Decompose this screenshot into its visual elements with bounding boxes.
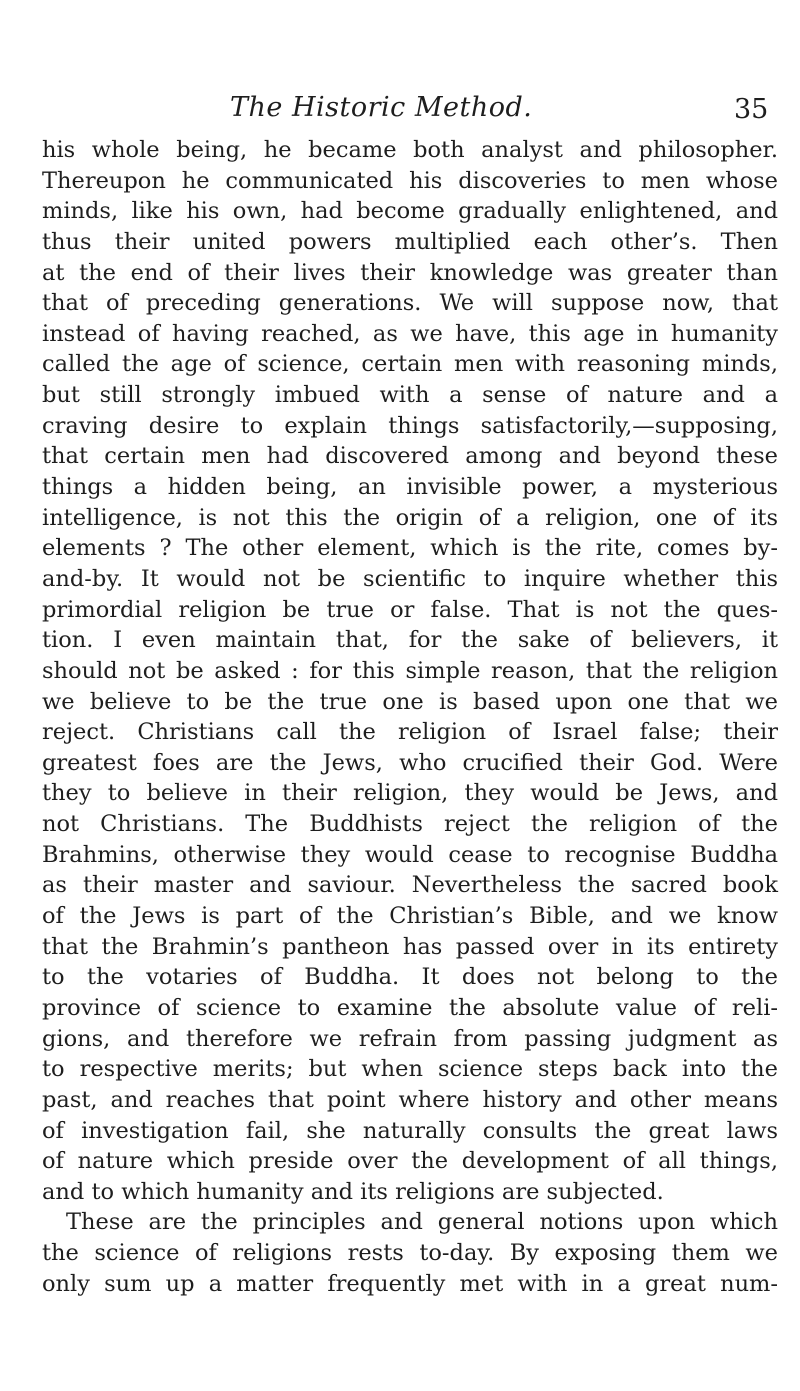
text-line: craving desire to explain things satisfactorily,—supposing, (42, 412, 778, 439)
text-line: his whole being, he became both analyst and philosopher. (42, 137, 778, 163)
text-line: the science of religions rests to-day. By exposing them we (42, 1240, 778, 1267)
text-line: of the Jews is part of the Christian’s Bible, and we know (42, 903, 778, 930)
text-line: instead of having reached, as we have, this age in humanity (42, 320, 778, 347)
text-line: and to which humanity and its religions are subjected. (42, 1178, 664, 1205)
text-line: of nature which preside over the development of all things, (42, 1148, 778, 1175)
text-line: primordial religion be true or false. That is not the ques- (42, 596, 778, 623)
text-line: of investigation fail, she naturally consults the great laws (42, 1117, 778, 1144)
text-line: thus their united powers multiplied each other’s. Then (42, 228, 778, 255)
text-line: only sum up a matter frequently met with in a great num- (42, 1270, 778, 1297)
text-line: at the end of their lives their knowledge was greater than (42, 259, 778, 286)
text-line: not Christians. The Buddhists reject the religion of the (42, 811, 778, 838)
text-line: elements ? The other element, which is the rite, comes by- (42, 535, 778, 562)
text-line: province of science to examine the absolute value of reli- (42, 994, 778, 1021)
text-line: that certain men had discovered among and beyond these (42, 443, 778, 470)
text-line: we believe to be the true one is based upon one that we (42, 688, 778, 715)
text-line: intelligence, is not this the origin of a religion, one of its (42, 504, 778, 531)
text-line: Brahmins, otherwise they would cease to recognise Buddha (42, 841, 778, 868)
text-line: to the votaries of Buddha. It does not belong to the (42, 964, 778, 991)
page-number: 35 (734, 94, 769, 125)
text-line: minds, like his own, had become gradually enlightened, and (42, 198, 778, 225)
text-line: things a hidden being, an invisible power, a mysterious (42, 474, 778, 501)
text-line: should not be asked : for this simple reason, that the religion (42, 657, 778, 684)
text-line: and-by. It would not be scientific to inquire whether this (42, 565, 778, 592)
text-line: but still strongly imbued with a sense of nature and a (42, 382, 778, 409)
text-line: that of preceding generations. We will suppose now, that (42, 290, 778, 317)
text-line: to respective merits; but when science steps back into the (42, 1056, 778, 1083)
text-line: reject. Christians call the religion of Israel false; their (42, 719, 778, 746)
text-line: as their master and saviour. Nevertheless the sacred book (42, 872, 778, 899)
running-head-title: The Historic Method. (230, 92, 533, 123)
body-text (42, 135, 778, 1299)
text-line: that the Brahmin’s pantheon has passed over in its entirety (42, 933, 778, 960)
text-line: tion. I even maintain that, for the sake of believers, it (42, 627, 778, 654)
text-line: past, and reaches that point where history and other means (42, 1086, 778, 1113)
text-line: they to believe in their religion, they would be Jews, and (42, 780, 778, 807)
text-line: Thereupon he communicated his discoveries to men whose (42, 167, 778, 194)
text-line: called the age of science, certain men with reasoning minds, (42, 351, 778, 378)
text-line: greatest foes are the Jews, who crucified their God. Were (42, 749, 778, 776)
text-line: These are the principles and general notions upon which (66, 1209, 778, 1236)
text-line: gions, and therefore we refrain from passing judgment as (42, 1025, 778, 1052)
